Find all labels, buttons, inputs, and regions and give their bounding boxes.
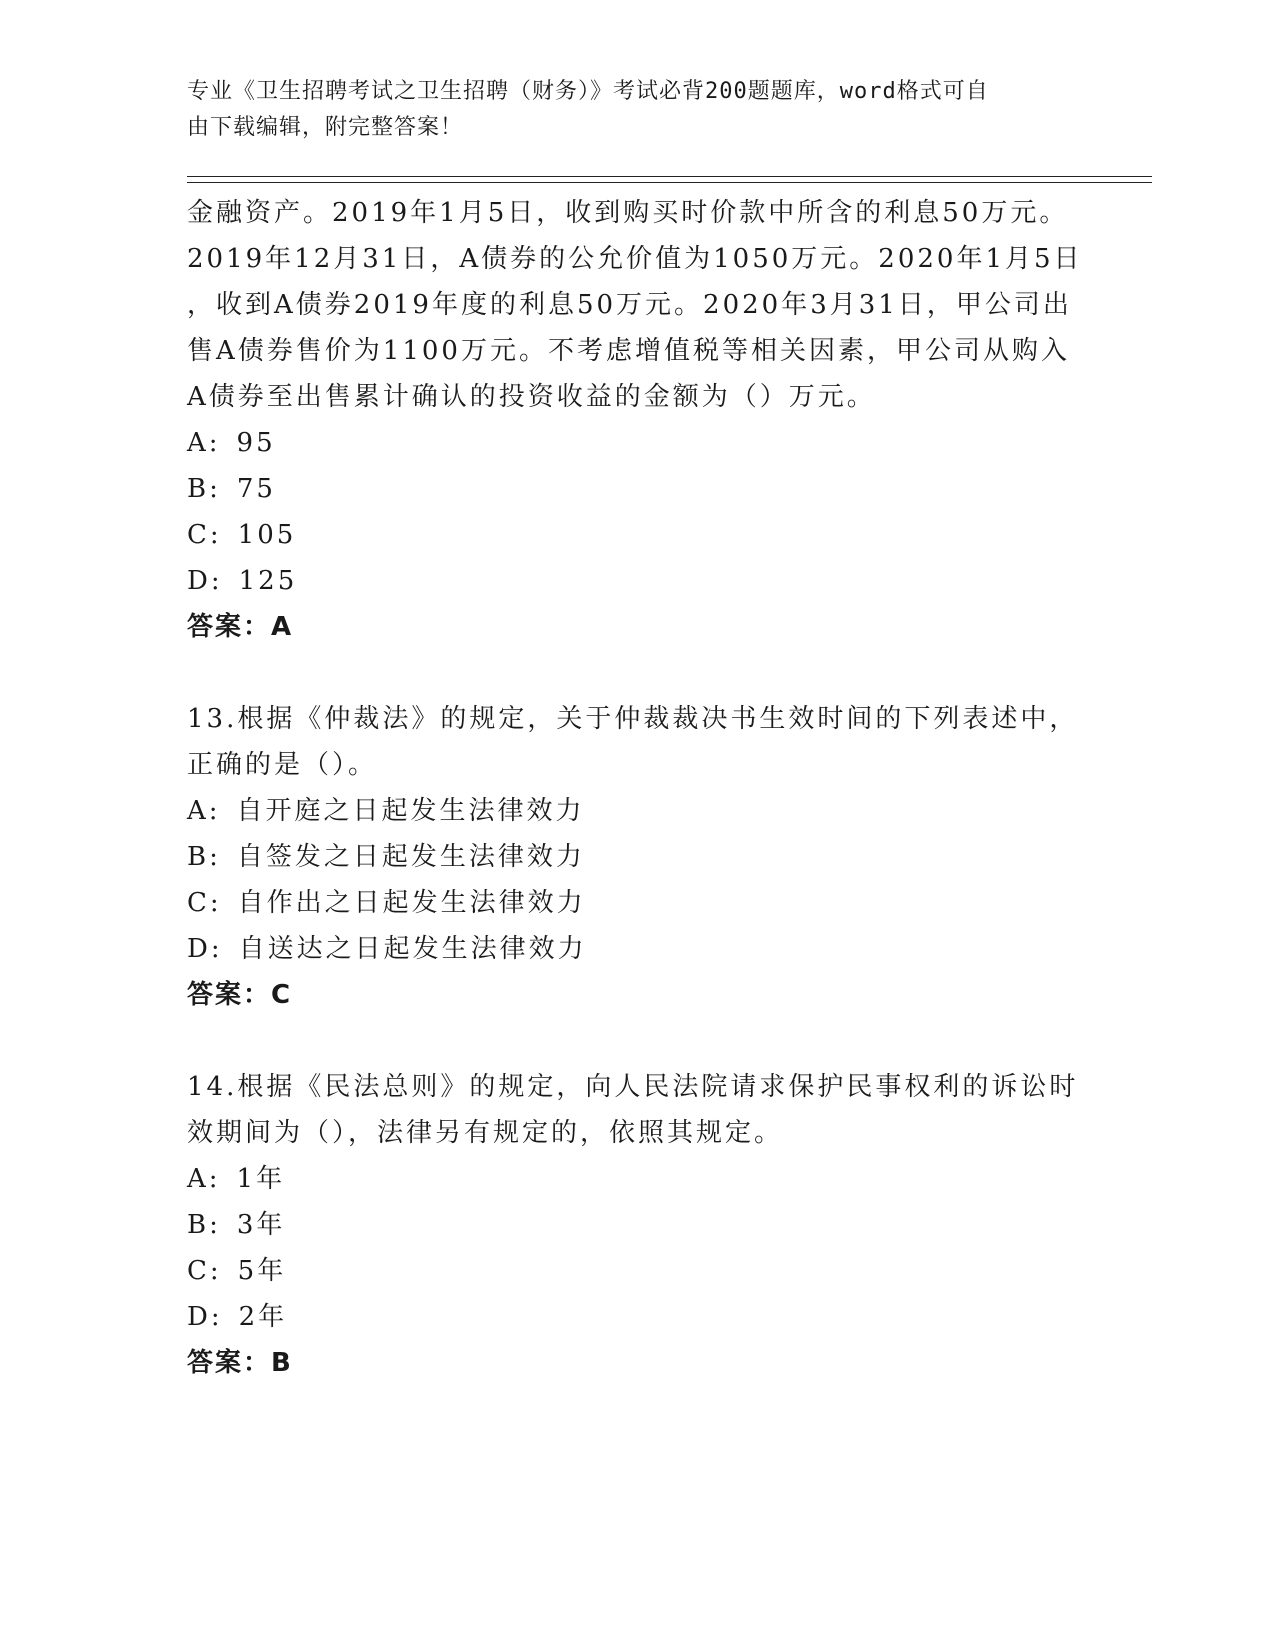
option-letter: A: [187,428,221,458]
option-a [187,788,1087,834]
option-letter: C: [187,1256,222,1286]
option-letter: A: [187,796,221,826]
question-text-line: 2019年12月31日，A债券的公允价值为1050万元。2020年1月5日 [187,244,1083,274]
option-b [187,1202,1087,1248]
question-text-line: 14.根据《民法总则》的规定，向人民法院请求保护民事权利的诉讼时 [187,1072,1079,1102]
option-b [187,466,1087,512]
question-13 [187,696,1087,1018]
option-text: 3年 [236,1210,286,1240]
option-letter: D: [187,934,223,964]
option-text: 125 [238,566,298,596]
option-a [187,420,1087,466]
question-text-line: 金融资产。2019年1月5日，收到购买时价款中所含的利息50万元。 [187,198,1069,228]
question-text-line: A债券至出售累计确认的投资收益的金额为（）万元。 [187,382,876,412]
option-d [187,558,1087,604]
option-c [187,512,1087,558]
header-divider-top [187,176,1152,177]
option-text: 自签发之日起发生法律效力 [236,842,585,872]
question-12 [187,190,1087,650]
option-letter: B: [187,842,221,872]
header-line-1: 专业《卫生招聘考试之卫生招聘（财务）》考试必背200题题库，word格式可自 [187,79,989,104]
header-line-2: 由下载编辑，附完整答案！ [187,115,464,140]
option-letter: D: [187,566,223,596]
option-text: 自作出之日起发生法律效力 [237,888,586,918]
option-b [187,834,1087,880]
question-text-line: 13.根据《仲裁法》的规定，关于仲裁裁决书生效时间的下列表述中， [187,704,1079,734]
option-text: 1年 [236,1164,286,1194]
option-text: 自送达之日起发生法律效力 [238,934,587,964]
spacer [187,650,1087,696]
option-letter: B: [187,1210,221,1240]
option-c [187,1248,1087,1294]
document-header [187,74,1067,146]
option-letter: C: [187,520,222,550]
option-letter: B: [187,474,221,504]
option-text: 95 [236,428,276,458]
option-d [187,1294,1087,1340]
option-text: 2年 [238,1302,288,1332]
option-letter: D: [187,1302,223,1332]
option-text: 105 [237,520,297,550]
question-text-line: 售A债券售价为1100万元。不考虑增值税等相关因素，甲公司从购入 [187,336,1070,366]
option-text: 75 [236,474,276,504]
option-a [187,1156,1087,1202]
question-text-line: 正确的是（）。 [187,750,378,780]
option-text: 自开庭之日起发生法律效力 [236,796,585,826]
option-d [187,926,1087,972]
header-divider-bottom [187,182,1152,183]
answer-label: 答案：C [187,980,293,1010]
answer-label: 答案：B [187,1348,293,1378]
option-c [187,880,1087,926]
question-text-line: 效期间为（），法律另有规定的，依照其规定。 [187,1118,784,1148]
question-text-line: ，收到A债券2019年度的利息50万元。2020年3月31日，甲公司出 [187,290,1072,320]
option-letter: C: [187,888,222,918]
document-body [187,190,1087,1386]
spacer [187,1018,1087,1064]
answer-label: 答案：A [187,612,294,642]
question-14 [187,1064,1087,1386]
option-text: 5年 [237,1256,287,1286]
option-letter: A: [187,1164,221,1194]
